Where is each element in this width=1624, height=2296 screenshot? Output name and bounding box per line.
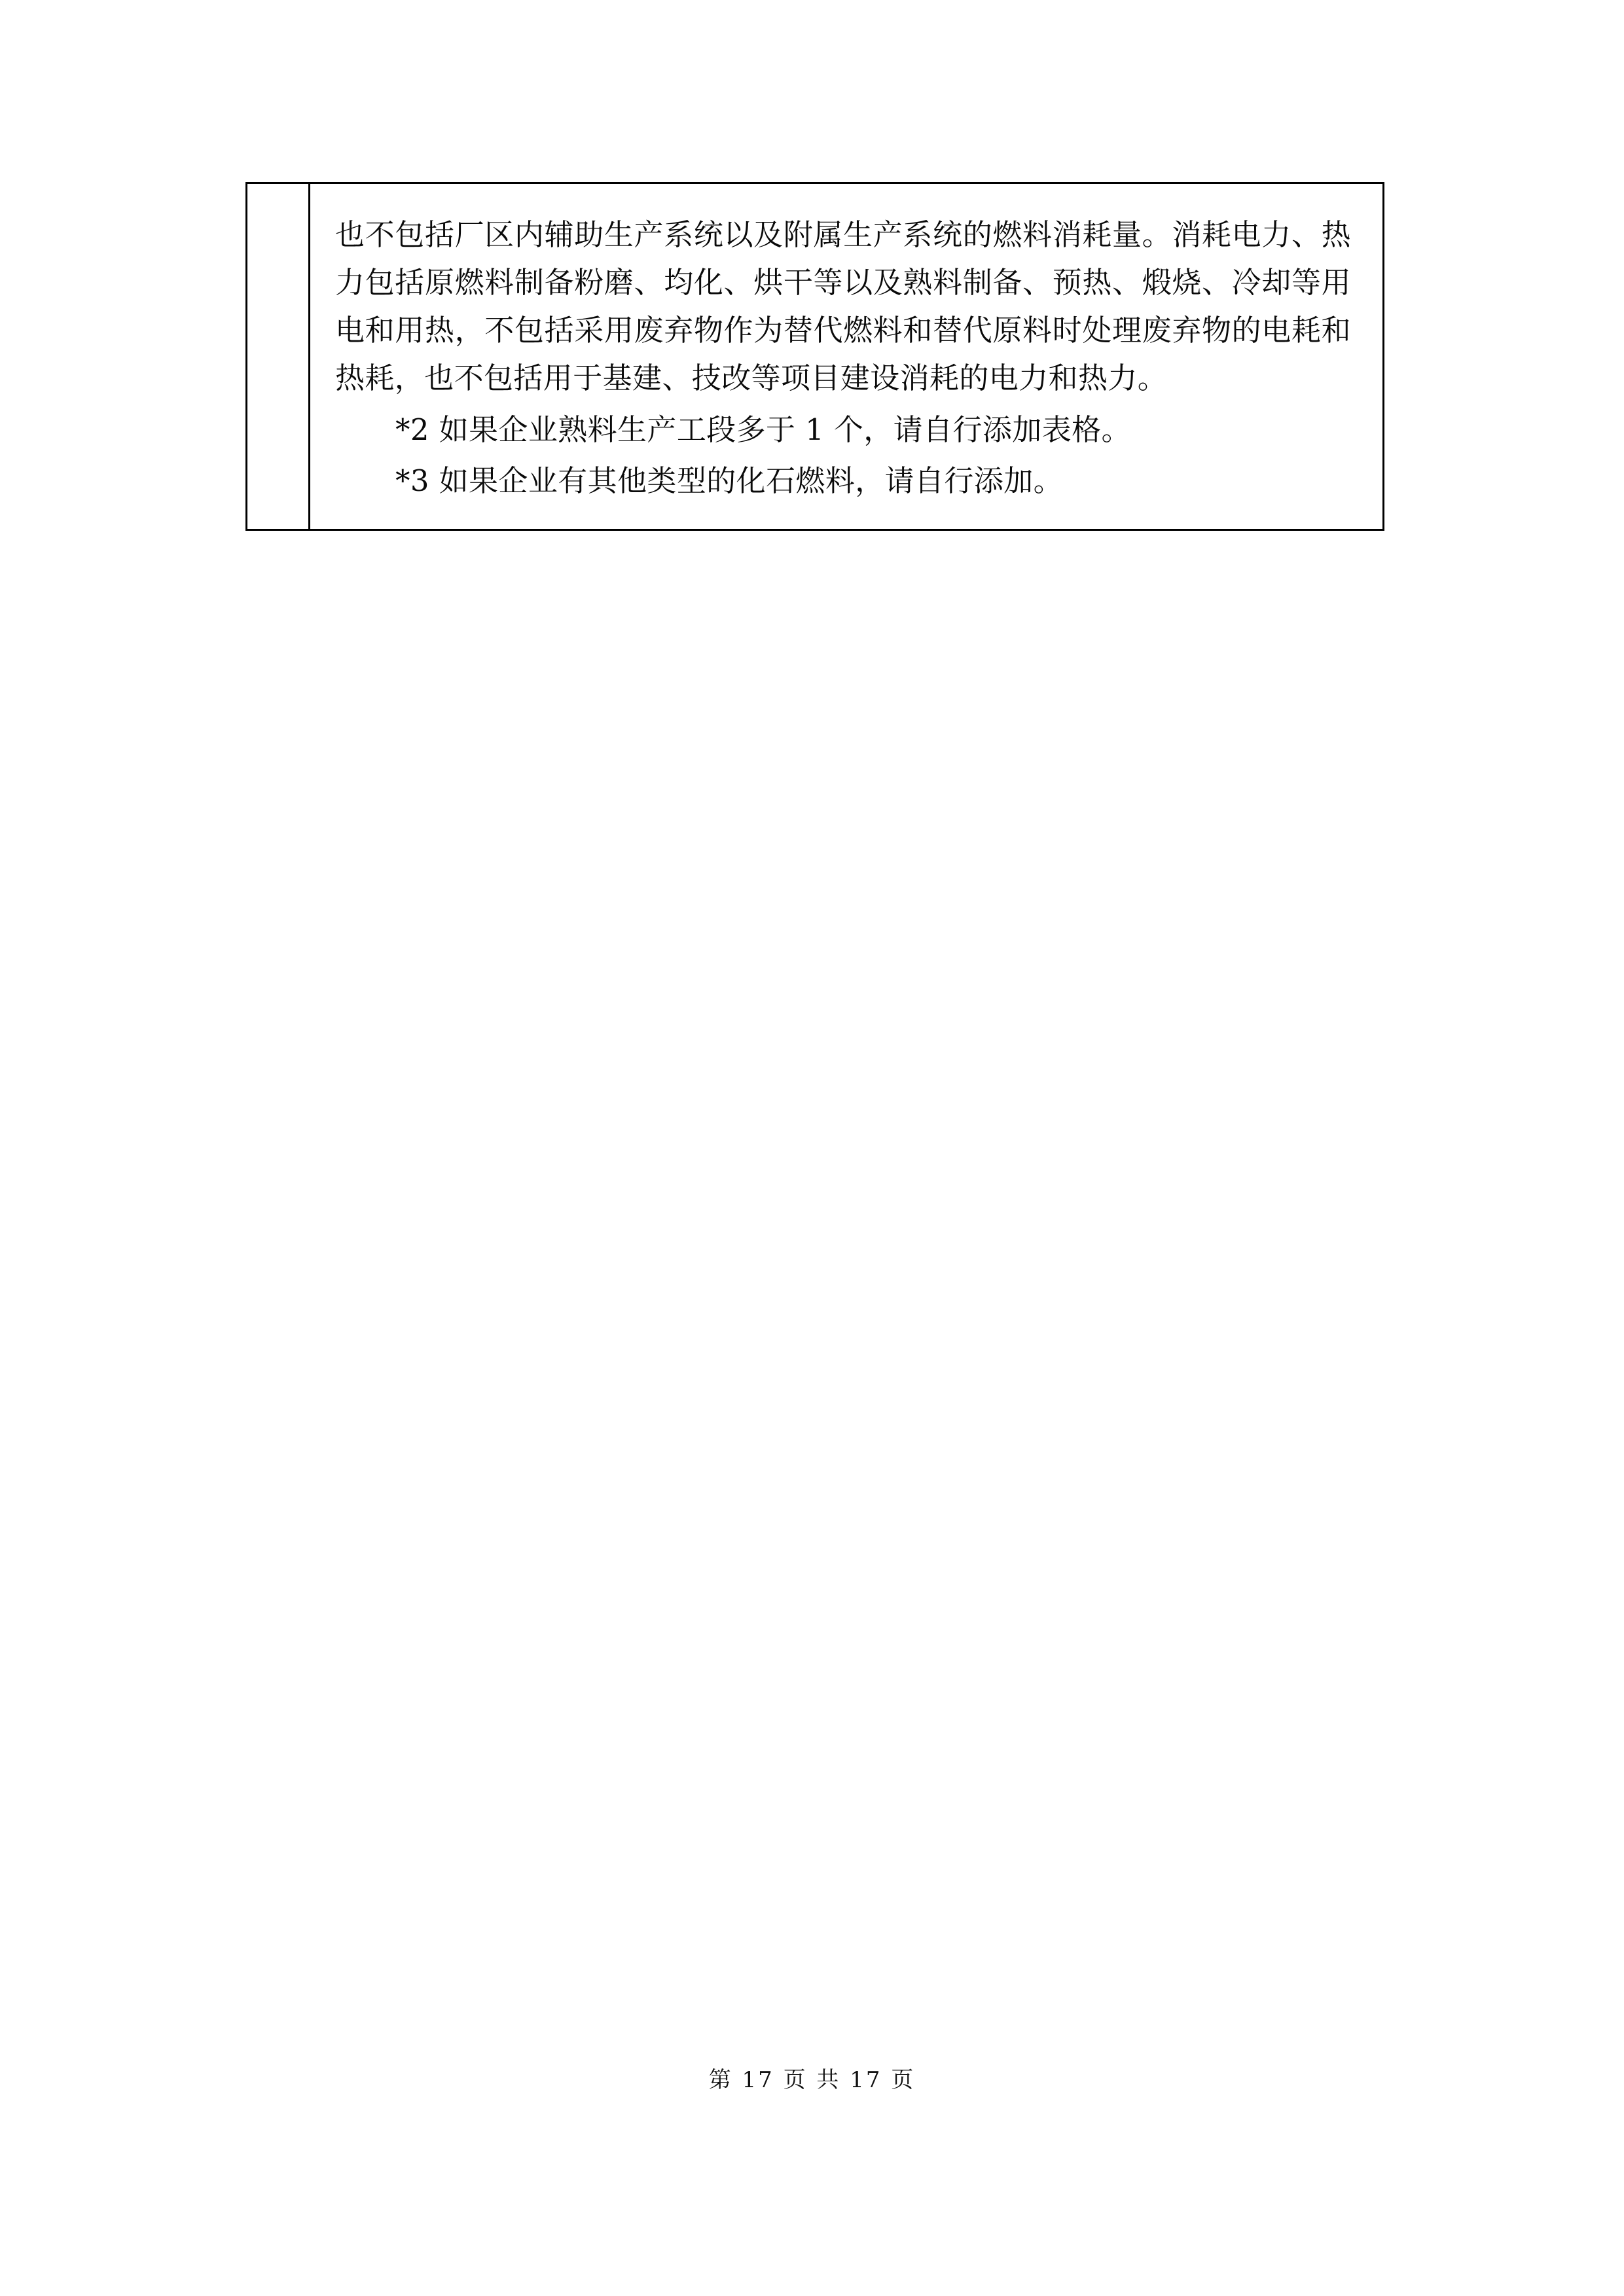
page-number: 第 17 页 共 17 页 [708,2067,916,2093]
table-content-cell [310,184,1382,529]
page-footer [0,2062,1624,2094]
note-body-paragraph: 也不包括厂区内辅助生产系统以及附属生产系统的燃料消耗量。消耗电力、热力包括原燃料制备粉磨、均化、烘干等以及熟料制备、预热、煅烧、冷却等用电和用热，不包括采用废弃物作为替代燃料和替代原料时处理废弃物的电耗和热耗，也不包括用于基建、技改等项目建设消耗的电力和热力。 [335,217,1351,395]
note-3-paragraph: *3 如果企业有其他类型的化石燃料，请自行添加。 [395,463,1064,499]
table-row-header-cell [247,184,310,529]
note-2-paragraph: *2 如果企业熟料生产工段多于 1 个，请自行添加表格。 [395,412,1131,447]
notes-table [245,182,1384,531]
